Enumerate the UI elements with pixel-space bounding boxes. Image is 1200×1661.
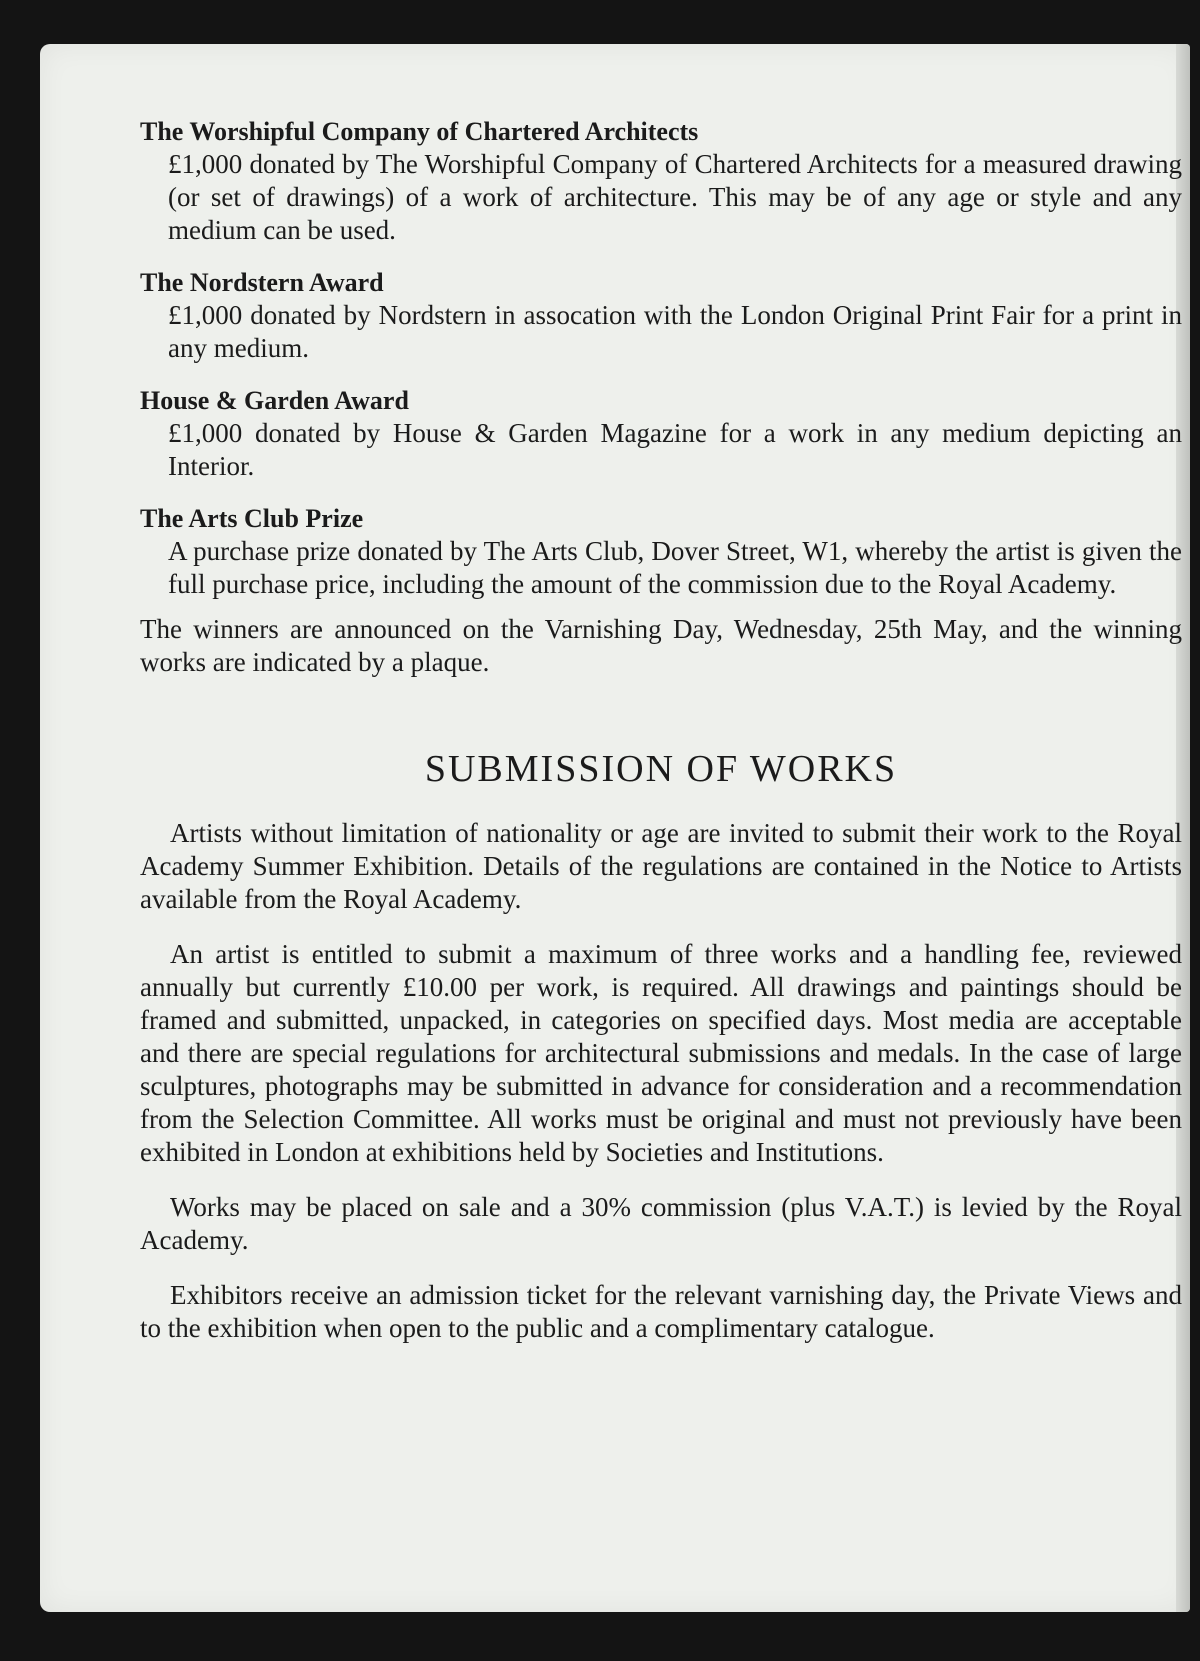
award-title: House & Garden Award <box>140 386 409 415</box>
winners-note: The winners are announced on the Varnishing Day, Wednesday, 25th May, and the winning works are indicated by a plaque. <box>140 614 1182 677</box>
award-entry <box>140 267 1182 365</box>
body-paragraph: Artists without limitation of nationality or age are invited to submit their work to the Royal Academy Summer Exhibition. Details of the regulations are contained in the Notice to Artists available from the Royal Academy. <box>140 818 1182 914</box>
document-page <box>40 44 1190 1612</box>
page-content <box>140 116 1182 1367</box>
body-paragraph: Exhibitors receive an admission ticket for the relevant varnishing day, the Private Views and to the exhibition when open to the public and a complimentary catalogue. <box>140 1280 1182 1343</box>
body-paragraph: An artist is entitled to submit a maximum of three works and a handling fee, reviewed annually but currently £10.00 per work, is required. All drawings and paintings should be framed and submitted, unpacked, in categories on specified days. Most media are acceptable and there are special regulations for architectural submissions and medals. In the case of large sculptures, photographs may be submitted in advance for consideration and a recommendation from the Selection Committee. All works must be original and must not previously have been exhibited in London at exhibitions held by Societies and Institutions. <box>140 939 1182 1167</box>
award-description: A purchase prize donated by The Arts Club, Dover Street, W1, whereby the artist is given the full purchase price, including the amount of the commission due to the Royal Academy. <box>168 536 1182 599</box>
award-description: £1,000 donated by Nordstern in assocation with the London Original Print Fair for a print in any medium. <box>168 300 1182 363</box>
award-description: £1,000 donated by House & Garden Magazine for a work in any medium depicting an Interior. <box>168 418 1182 481</box>
award-entry <box>140 385 1182 483</box>
award-description: £1,000 donated by The Worshipful Company of Chartered Architects for a measured drawing (or set of drawings) of a work of architecture. This may be of any age or style and any medium can be used. <box>168 149 1182 245</box>
award-entry <box>140 503 1182 601</box>
award-title: The Nordstern Award <box>140 268 384 297</box>
award-title: The Arts Club Prize <box>140 504 364 533</box>
award-title: The Worshipful Company of Chartered Architects <box>140 117 699 146</box>
section-heading: SUBMISSION OF WORKS <box>424 748 898 790</box>
award-entry <box>140 116 1182 247</box>
body-paragraph: Works may be placed on sale and a 30% commission (plus V.A.T.) is levied by the Royal Academy. <box>140 1192 1182 1255</box>
